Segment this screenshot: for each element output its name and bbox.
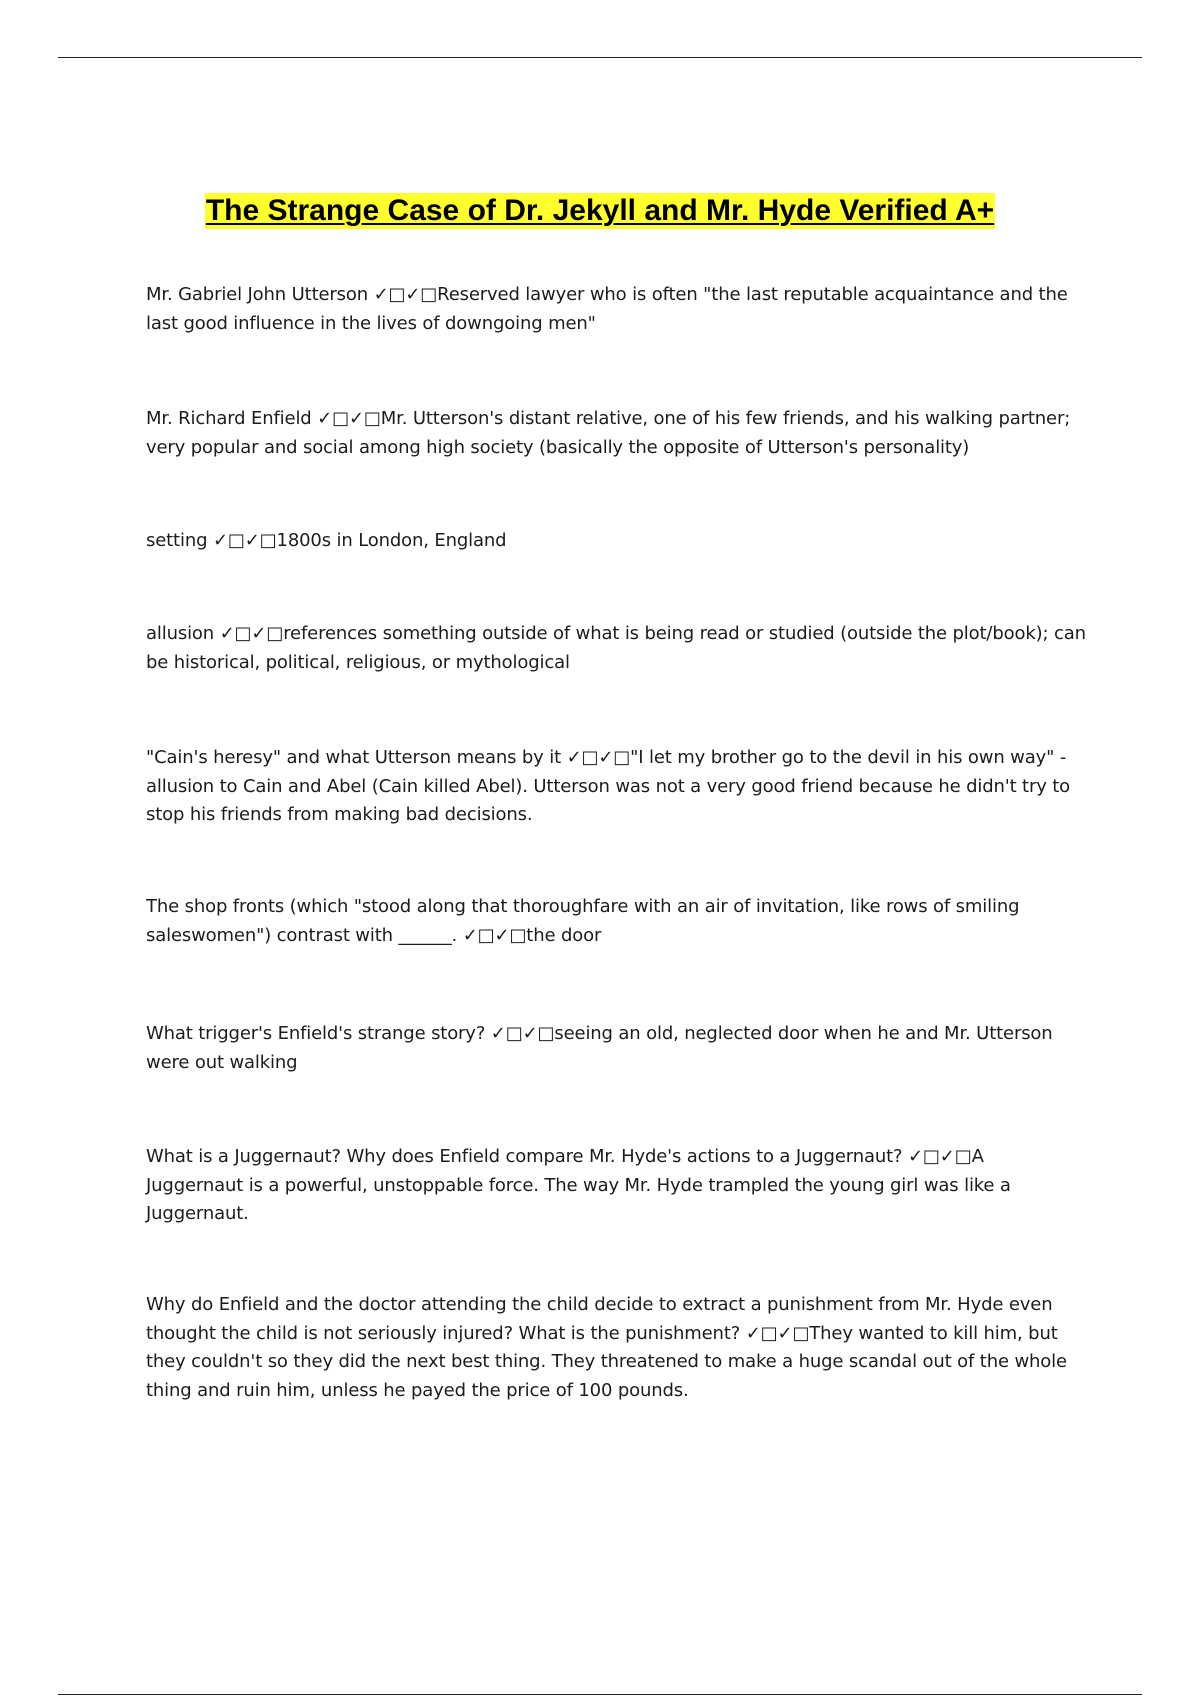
separator-marks: ✓□✓□ xyxy=(907,1146,972,1167)
entry-term: What is a Juggernaut? Why does Enfield compare Mr. Hyde's actions to a Juggernaut? xyxy=(146,1146,903,1167)
entry-definition: seeing an old, neglected door when he and Mr. Utterson were out walking xyxy=(146,1023,1053,1073)
entry-term: "Cain's heresy" and what Utterson means by it xyxy=(146,747,561,768)
entry-utterson xyxy=(146,281,1086,338)
entry-term: Mr. Richard Enfield xyxy=(146,408,312,429)
separator-marks: ✓□✓□ xyxy=(373,284,438,305)
separator-marks: ✓□✓□ xyxy=(317,408,381,429)
entry-term: Mr. Gabriel John Utterson xyxy=(146,284,368,305)
title-container xyxy=(0,193,1200,229)
document-title: The Strange Case of Dr. Jekyll and Mr. Hyde Verified A+ xyxy=(205,194,995,227)
separator-marks: ✓□✓□ xyxy=(566,747,631,768)
entry-term: The shop fronts (which "stood along that thoroughfare with an air of invitation, like rows of smiling saleswomen") contrast with ______. xyxy=(146,896,1020,946)
separator-marks: ✓□✓□ xyxy=(490,1023,555,1044)
entry-definition: They wanted to kill him, but they couldn't so they did the next best thing. They threatened to make a huge scandal out of the whole thing and ruin him, unless he payed the price of 100 pounds. xyxy=(146,1322,1067,1401)
separator-marks: ✓□✓□ xyxy=(219,623,284,644)
separator-marks: ✓□✓□ xyxy=(745,1322,810,1344)
entry-definition: Mr. Utterson's distant relative, one of his few friends, and his walking partner; very popular and social among high society (basically the opposite of Utterson's personality) xyxy=(146,408,1071,458)
entry-definition: Reserved lawyer who is often "the last reputable acquaintance and the last good influence in the lives of downgoing men" xyxy=(146,284,1068,334)
entry-term: Why do Enfield and the doctor attending the child decide to extract a punishment from Mr. Hyde even thought the child is not seriously injured? What is the punishment? xyxy=(146,1294,1053,1344)
entry-term: allusion xyxy=(146,623,215,644)
entry-definition: references something outside of what is being read or studied (outside the plot/book); can be historical, political, religious, or mythological xyxy=(146,623,1086,673)
entry-shop-fronts xyxy=(146,893,1086,950)
entry-setting xyxy=(146,527,1086,556)
entry-definition: "I let my brother go to the devil in his own way" - allusion to Cain and Abel (Cain killed Abel). Utterson was not a very good friend because he didn't try to stop his friends from making bad decisions. xyxy=(146,747,1071,825)
entry-enfields-story xyxy=(146,1020,1086,1077)
entry-allusion xyxy=(146,620,1086,677)
bottom-rule xyxy=(58,1694,1142,1695)
entry-enfield xyxy=(146,405,1086,462)
entry-definition: A Juggernaut is a powerful, unstoppable force. The way Mr. Hyde trampled the young girl was like a Juggernaut. xyxy=(146,1146,1011,1224)
entry-term: setting xyxy=(146,530,208,551)
top-rule xyxy=(58,57,1142,58)
entry-cains-heresy xyxy=(146,744,1086,830)
entry-punishment xyxy=(146,1291,1086,1405)
separator-marks: ✓□✓□ xyxy=(212,530,277,551)
separator-marks: ✓□✓□ xyxy=(462,924,527,946)
entry-definition: the door xyxy=(526,924,602,946)
entry-term: What trigger's Enfield's strange story? xyxy=(146,1023,486,1044)
entry-juggernaut xyxy=(146,1143,1086,1229)
entry-definition: 1800s in London, England xyxy=(276,530,507,551)
